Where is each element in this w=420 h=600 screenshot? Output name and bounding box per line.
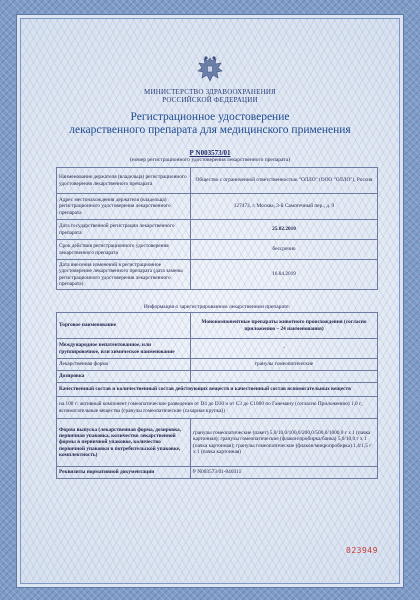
drug-table [56, 312, 378, 479]
table-row [57, 260, 378, 290]
coat-of-arms-icon [194, 54, 226, 86]
row-key: Дозировка [57, 371, 191, 383]
ministry-name: МИНИСТЕРСТВО ЗДРАВООХРАНЕНИЯ РОССИЙСКОЙ ФЕДЕРАЦИИ [144, 88, 276, 104]
table-row [57, 397, 378, 419]
table-row [57, 240, 378, 260]
row-value: Р N003573/01-040311 [191, 467, 378, 479]
row-value: 25.02.2010 [191, 220, 378, 240]
row-key: Адрес местонахождения держателя (владельца) регистрационного удостоверения лекарственного препарата [57, 194, 191, 220]
row-value: Монокомпонентные препараты животного происхождения (согласно приложению – 24 наименования) [191, 313, 378, 339]
row-key: Реквизиты нормативной документации [57, 467, 191, 479]
drug-info-heading: Информация о зарегистрированном лекарственном препарате: [143, 304, 291, 310]
row-key: Торговое наименование [57, 313, 191, 339]
table-row [57, 371, 378, 383]
table-row [57, 467, 378, 479]
row-key: Дата государственной регистрации лекарственного препарата [57, 220, 191, 240]
row-value: гранулы гомеопатические (пакет) 5,0/10,0/100,0/200,0/500,0/1000,0 г х 1 (пачка картонная); гранулы гомеопатические (флакон/пробирка/банка) 5,0/10,0 г х 1 (пачка картонная); гранулы гомеопатические (флакон/микропробирка) 1,4/1,5 г х 1 (пачка картонная) [191, 419, 378, 467]
row-value: 16.04.2019 [191, 260, 378, 290]
table-row [57, 168, 378, 194]
row-value: гранулы гомеопатические [191, 359, 378, 371]
composition-text: на 100 г: активный компонент гомеопатические разведения от D4 до D30 и от C3 до C1000 по Ганеману (согласно Приложению) 1,0 г, вспомогательные вещества (гранулы гомеопатические (сахарная крупка)) [57, 397, 378, 419]
registration-number: Р N003573/01 [189, 149, 231, 157]
table-row [57, 313, 378, 339]
serial-number: 023949 [346, 546, 378, 555]
row-value: Общество с ограниченной ответственностью "ОЛЛО" (ООО "ОЛЛО"), Россия [191, 168, 378, 194]
table-row [57, 419, 378, 467]
row-value [191, 371, 378, 383]
row-key: Срок действия регистрационного удостоверения лекарственного препарата [57, 240, 191, 260]
row-key: Наименование держателя (владельца) регистрационного удостоверения лекарственного препарата [57, 168, 191, 194]
composition-heading: Качественный состав и количественный состав действующих веществ и качественный состав вспомогательных веществ [57, 383, 378, 397]
table-row [57, 339, 378, 359]
row-key: Международное непатентованное, или группировочное, или химическое наименование [57, 339, 191, 359]
row-value: 127473, г. Москва, 3-й Самотечный пер., д. 9 [191, 194, 378, 220]
row-key: Лекарственная форма [57, 359, 191, 371]
row-key: Форма выпуска (лекарственная форма, дозировка, первичная упаковка, количество лекарственной формы в первичной упаковке, количество первичной упаковки в потребительской упаковке, комплектность) [57, 419, 191, 467]
table-row [57, 383, 378, 397]
registration-number-caption: (номер регистрационного удостоверения лекарственного препарата) [129, 157, 291, 163]
holder-table [56, 167, 378, 290]
row-value: бессрочно [191, 240, 378, 260]
certificate-title: Регистрационное удостоверение лекарственного препарата для медицинского применения [69, 111, 351, 136]
table-row [57, 359, 378, 371]
table-row [57, 220, 378, 240]
row-value: - [191, 339, 378, 359]
table-row [57, 194, 378, 220]
row-key: Дата внесения изменений в регистрационное удостоверение лекарственного препарата (дата замены регистрационного удостоверения лекарственного препарата) [57, 260, 191, 290]
